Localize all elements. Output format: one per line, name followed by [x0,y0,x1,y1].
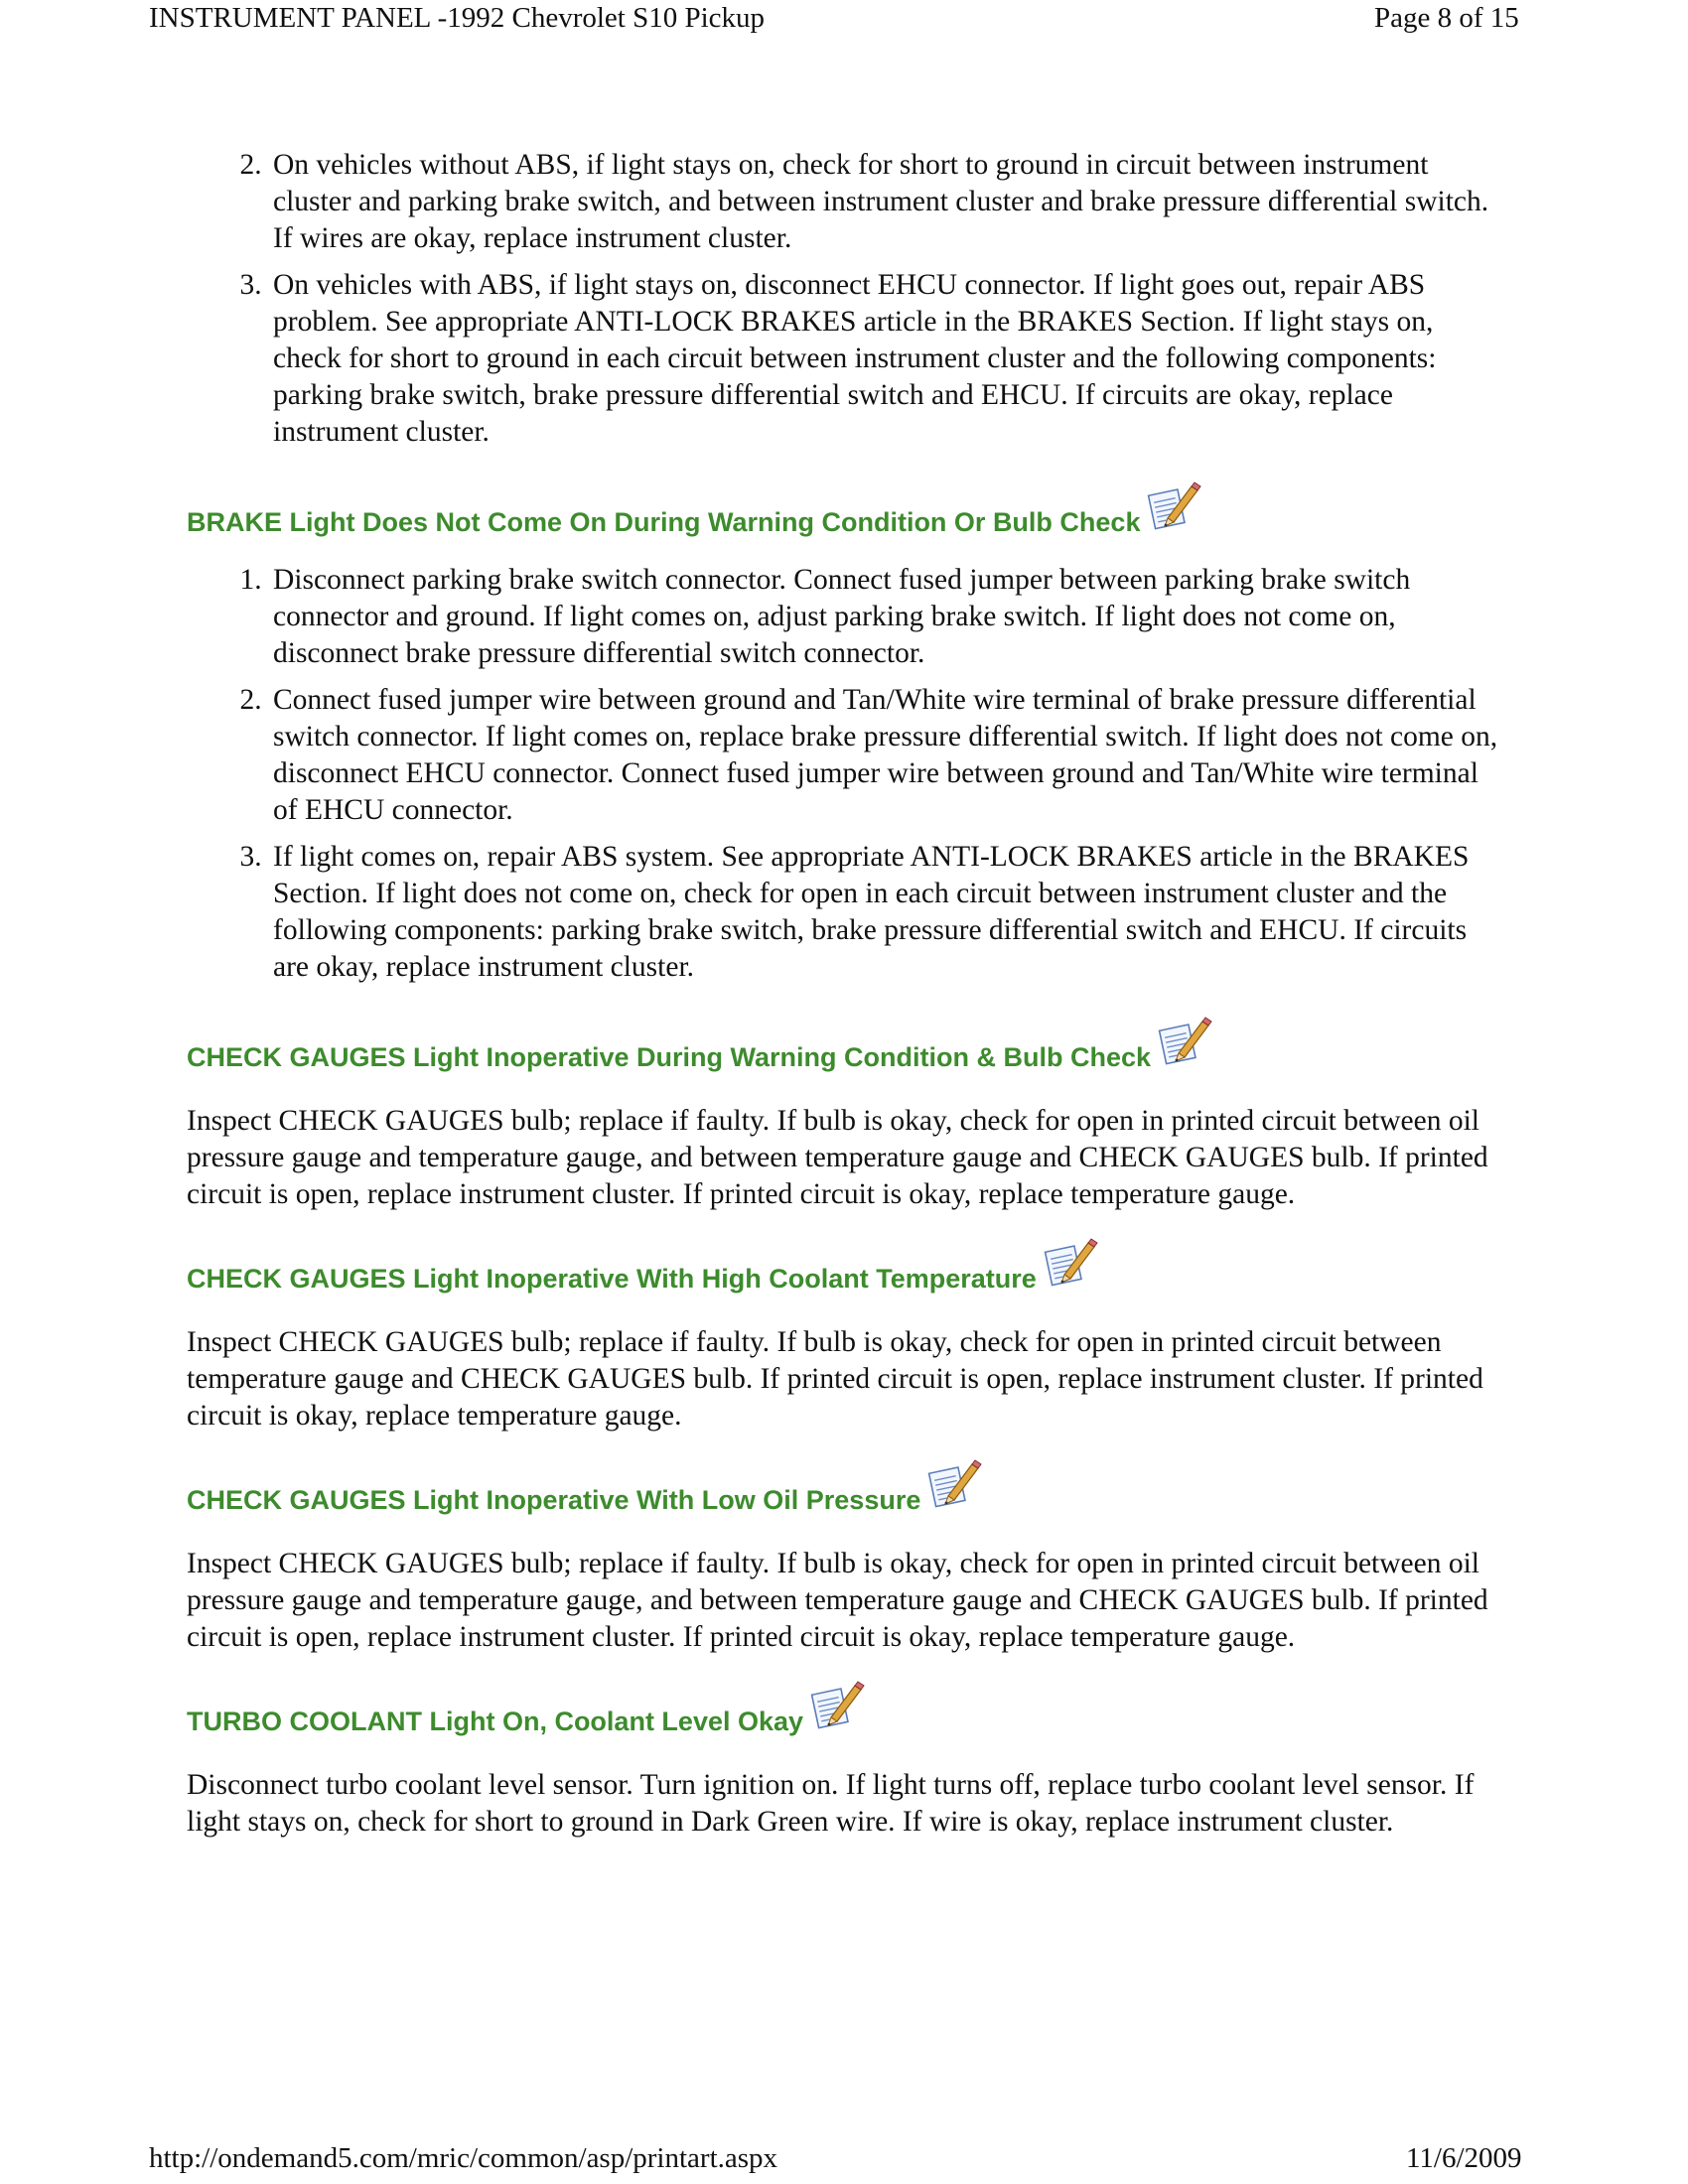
intro-list [187,147,1507,451]
page-footer [0,2142,1688,2182]
note-pencil-icon[interactable] [1157,1016,1212,1067]
section-heading-turbo-coolant [187,1684,1507,1739]
section-paragraph: Disconnect turbo coolant level sensor. Turn ignition on. If light turns off, replace turbo coolant level sensor. If light stays on, check for short to ground in Dark Green wire. If wire is okay, replace instrument cluster. [187,1769,1475,1838]
list-item: 3. On vehicles with ABS, if light stays on, disconnect EHCU connector. If light goes out, repair ABS problem. See appropriate ANTI-LOCK BRAKES article in the BRAKES Section. If light stays on, check for short to ground in each circuit between instrument cluster and the following components: parking brake switch, brake pressure differential switch and EHCU. If circuits are okay, replace instrument cluster. [269,267,1507,451]
section-heading-check-gauges-warning [187,1020,1507,1075]
section-heading-brake [187,484,1507,540]
note-pencil-icon[interactable] [926,1458,982,1510]
section-heading-check-gauges-oil [187,1462,1507,1518]
section-paragraph: Inspect CHECK GAUGES bulb; replace if faulty. If bulb is okay, check for open in printed circuit between temperature gauge and CHECK GAUGES bulb. If printed circuit is open, replace instrument cluster. If printed circuit is okay, replace temperature gauge. [187,1326,1483,1432]
source-url: http://ondemand5.com/mric/common/asp/printart.aspx [149,2142,778,2174]
document-title: INSTRUMENT PANEL -1992 Chevrolet S10 Pickup [149,2,766,34]
page-number: Page 8 of 15 [1374,2,1519,34]
document-body [187,147,1507,1841]
print-date: 11/6/2009 [1406,2142,1522,2174]
note-pencil-icon[interactable] [809,1680,865,1731]
page-header [0,2,1688,42]
heading-text: BRAKE Light Does Not Come On During Warning Condition Or Bulb Check [187,507,1141,537]
heading-text: TURBO COOLANT Light On, Coolant Level Okay [187,1706,804,1736]
section-paragraph: Inspect CHECK GAUGES bulb; replace if faulty. If bulb is okay, check for open in printed circuit between oil pressure gauge and temperature gauge, and between temperature gauge and CHECK GAUGES bulb. If printed circuit is open, replace instrument cluster. If printed circuit is okay, replace temperature gauge. [187,1105,1488,1210]
list-item: 2. Connect fused jumper wire between ground and Tan/White wire terminal of brake pressure differential switch connector. If light comes on, replace brake pressure differential switch. If light does not come on, disconnect EHCU connector. Connect fused jumper wire between ground and Tan/White wire terminal of EHCU connector. [269,682,1507,829]
section-paragraph: Inspect CHECK GAUGES bulb; replace if faulty. If bulb is okay, check for open in printed circuit between oil pressure gauge and temperature gauge, and between temperature gauge and CHECK GAUGES bulb. If printed circuit is open, replace instrument cluster. If printed circuit is okay, replace temperature gauge. [187,1548,1488,1653]
heading-text: CHECK GAUGES Light Inoperative With High Coolant Temperature [187,1264,1037,1294]
note-pencil-icon[interactable] [1043,1237,1098,1289]
heading-text: CHECK GAUGES Light Inoperative During Warning Condition & Bulb Check [187,1042,1151,1072]
brake-steps-list [187,562,1507,986]
list-item: 1. Disconnect parking brake switch connector. Connect fused jumper between parking brake switch connector and ground. If light comes on, adjust parking brake switch. If light does not come on, disconnect brake pressure differential switch connector. [269,562,1507,672]
note-pencil-icon[interactable] [1146,480,1201,532]
list-item: 3. If light comes on, repair ABS system. See appropriate ANTI-LOCK BRAKES article in the BRAKES Section. If light does not come on, check for open in each circuit between instrument cluster and the following components: parking brake switch, brake pressure differential switch and EHCU. If circuits are okay, replace instrument cluster. [269,839,1507,986]
list-item: 2. On vehicles without ABS, if light stays on, check for short to ground in circuit between instrument cluster and parking brake switch, and between instrument cluster and brake pressure differential switch. If wires are okay, replace instrument cluster. [269,147,1507,257]
heading-text: CHECK GAUGES Light Inoperative With Low Oil Pressure [187,1485,921,1515]
section-heading-check-gauges-coolant [187,1241,1507,1297]
